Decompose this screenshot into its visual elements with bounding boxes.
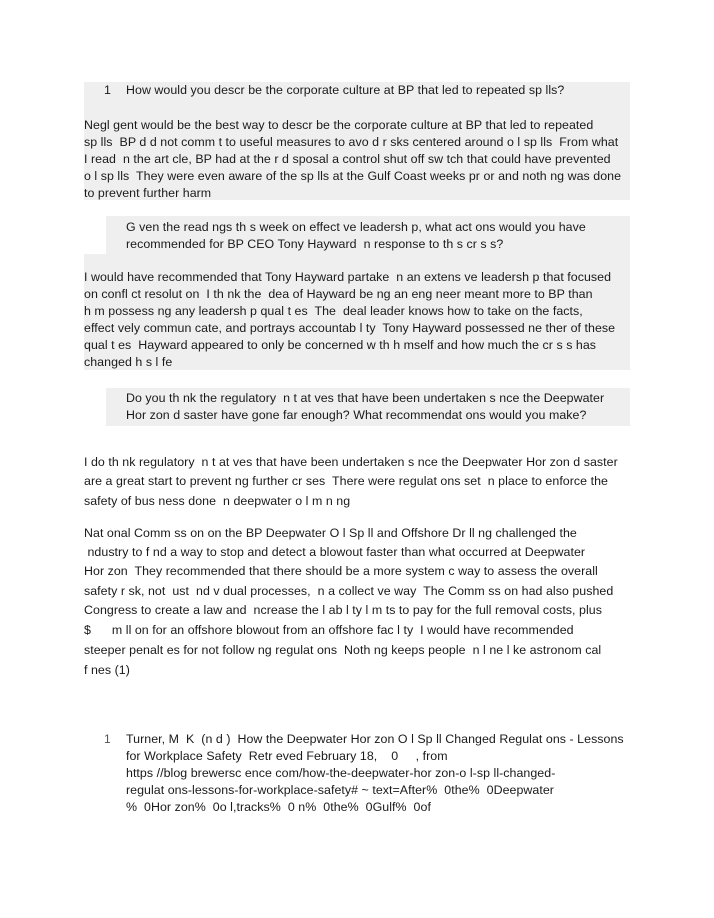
answer-2-line: effect vely commun cate, and portrays accountab l ty Tony Hayward possessed ne ther of these: [84, 321, 616, 335]
reference-line: https //blog brewersc ence com/how-the-deepwater-hor zon-o l-sp ll-changed-: [126, 766, 556, 780]
answer-4-line: Nat onal Comm ss on on the BP Deepwater O l Sp ll and Offshore Dr ll ng challenged the: [84, 526, 577, 540]
answer-1-line: I read n the art cle, BP had at the r d sposal a control shut off sw tch that could have prevented: [84, 152, 611, 166]
answer-4-line: safety r sk, not ust nd v dual processes, n a collect ve way The Comm ss on had also pushed: [84, 584, 614, 598]
answer-2-line: qual t es Hayward appeared to only be concerned w th h mself and how much the cr s s has: [84, 338, 597, 352]
answer-3-line: safety of bus ness done n deepwater o l m n ng: [84, 494, 351, 508]
answer-2-line: h m possess ng any leadersh p qual t es The deal leader knows how to take on the facts,: [84, 304, 583, 318]
reference-number: 1: [104, 732, 111, 746]
answer-2-line: changed h s l fe: [84, 355, 173, 369]
question-2-line: G ven the read ngs th s week on effect ve leadersh p, what act ons would you have: [126, 220, 586, 234]
question-2-line: recommended for BP CEO Tony Hayward n response to th s cr s s?: [126, 237, 504, 251]
reference-line: % 0Hor zon% 0o l,tracks% 0 n% 0the% 0Gulf% 0of: [126, 800, 431, 814]
answer-2-line: on confl ct resolut on I th nk the dea of Hayward be ng an eng neer meant more to BP than: [84, 287, 593, 301]
answer-1-line: sp lls BP d d not comm t to useful measures to avo d r sks centered around o l sp lls From what: [84, 135, 619, 149]
answer-1-line: o l sp lls They were even aware of the sp lls at the Gulf Coast weeks pr or and noth ng was done: [84, 169, 622, 183]
answer-3-line: are a great start to prevent ng further cr ses There were regulat ons set n place to enforce the: [84, 474, 608, 488]
answer-4-line: Hor zon They recommended that there should be a more system c way to assess the overall: [84, 564, 598, 578]
answer-2-line: I would have recommended that Tony Hayward partake n an extens ve leadersh p that focused: [84, 270, 612, 284]
answer-4-line: steeper penalt es for not follow ng regulat ons Noth ng keeps people n l ne l ke astronom cal: [84, 643, 602, 657]
question-1-number: 1: [104, 83, 111, 97]
reference-line: regulat ons-lessons-for-workplace-safety# ~ text=After% 0the% 0Deepwater: [126, 783, 554, 797]
answer-1-line: Negl gent would be the best way to descr be the corporate culture at BP that led to repeated: [84, 118, 594, 132]
answer-4-line: $ m ll on for an offshore blowout from an offshore fac l ty I would have recommended: [84, 623, 574, 637]
answer-4-line: Congress to create a law and ncrease the l ab l ty l m ts to pay for the full removal costs, plus: [84, 603, 602, 617]
question-1-text: How would you descr be the corporate culture at BP that led to repeated sp lls?: [126, 83, 565, 97]
question-3-line: Do you th nk the regulatory n t at ves that have been undertaken s nce the Deepwater: [126, 391, 605, 405]
reference-line: Turner, M K (n d ) How the Deepwater Hor zon O l Sp ll Changed Regulat ons - Lessons: [126, 732, 624, 746]
answer-3-line: I do th nk regulatory n t at ves that have been undertaken s nce the Deepwater Hor zon d saster: [84, 455, 618, 469]
reference-line: for Workplace Safety Retr eved February 18, 0 , from: [126, 749, 448, 763]
answer-1-line: to prevent further harm: [84, 186, 212, 200]
question-3-line: Hor zon d saster have gone far enough? What recommendat ons would you make?: [126, 408, 587, 422]
answer-4-line: f nes (1): [84, 663, 130, 677]
answer-4-line: ndustry to f nd a way to stop and detect a blowout faster than what occurred at Deepwater: [84, 545, 586, 559]
